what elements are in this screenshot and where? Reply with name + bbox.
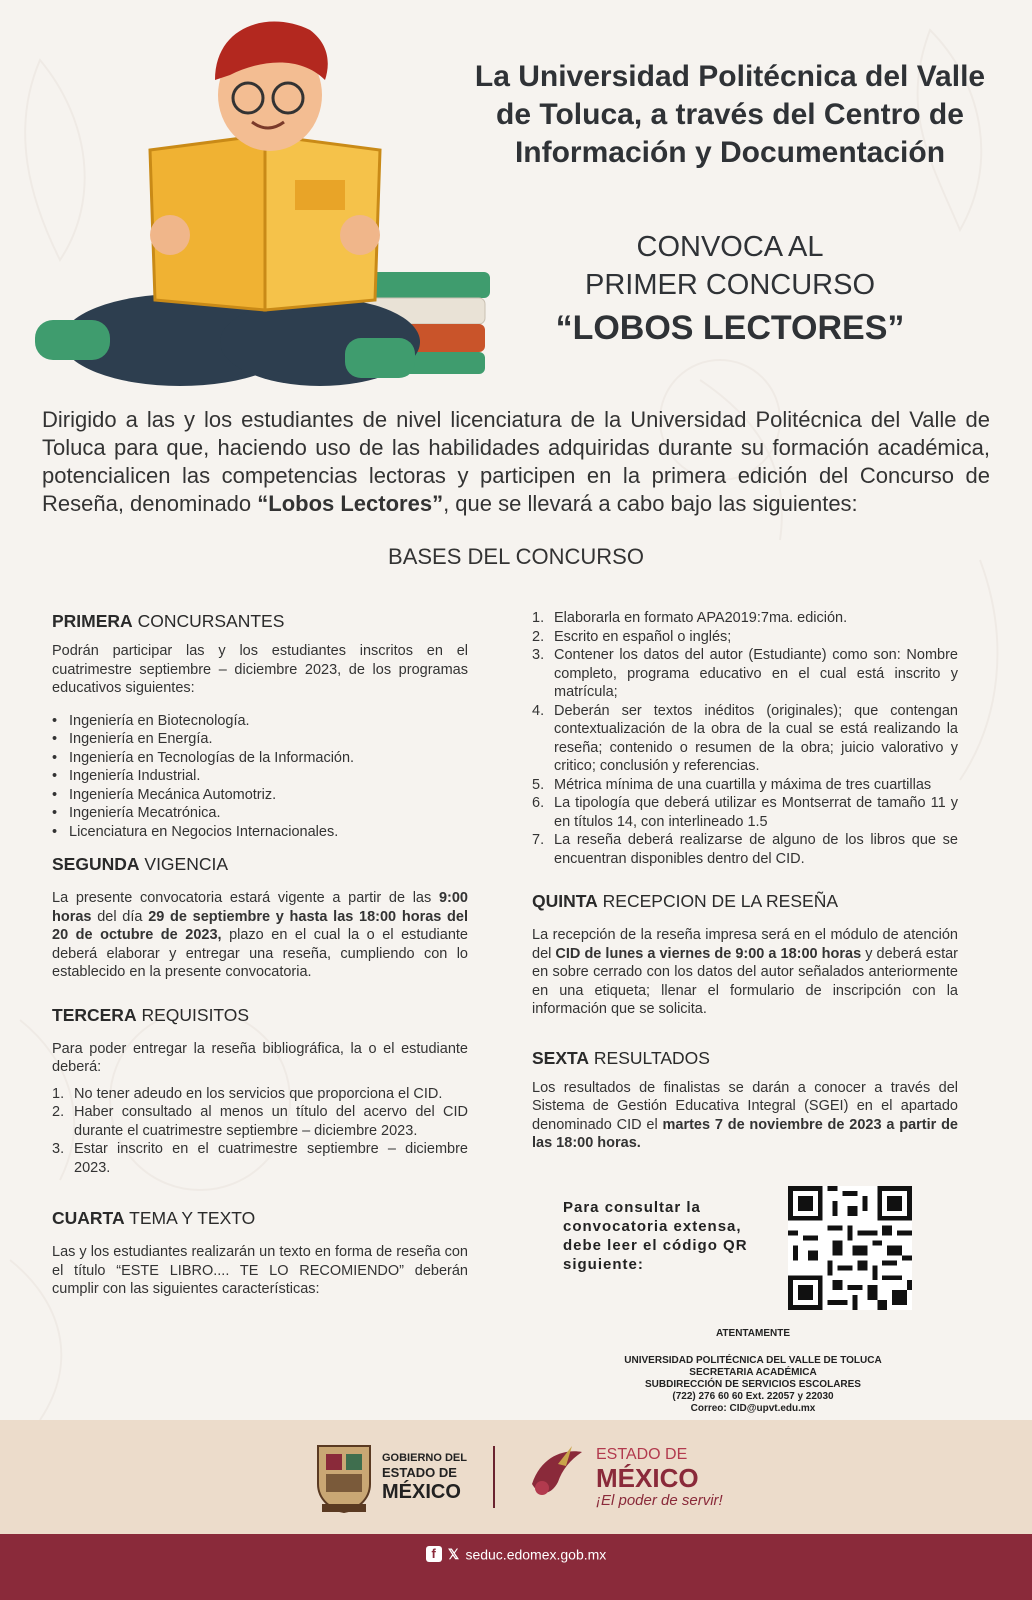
section-title: TEMA Y TEXTO (129, 1208, 256, 1228)
contest-name: “LOBOS LECTORES” (555, 309, 905, 347)
item-text: Haber consultado al menos un título del acervo del CID durante el cuatrimestre septiembre – diciembre 2023. (74, 1104, 468, 1139)
gob-line-3: MÉXICO (382, 1481, 461, 1503)
signature-line[interactable]: Correo: CID@upvt.edu.mx (690, 1403, 816, 1414)
list-item (52, 1085, 468, 1104)
section-ordinal: SEGUNDA (52, 854, 140, 874)
item-number: 6. (532, 795, 545, 811)
item-text: La reseña deberá realizarse de alguno de los libros que se encuentran disponibles dentro del CID. (554, 832, 958, 867)
section-segunda-heading (52, 853, 468, 875)
section-title: VIGENCIA (144, 854, 229, 874)
section-title: CONCURSANTES (137, 611, 285, 631)
item-number: 3. (532, 647, 545, 663)
item-text: No tener adeudo en los servicios que proporciona el CID. (74, 1085, 443, 1102)
convoca-line-2: PRIMER CONCURSO (584, 269, 875, 301)
section-title: RECEPCION DE LA RESEÑA (602, 891, 839, 911)
text-span: La presente convocatoria estará vigente a partir de las (52, 890, 439, 906)
list-item (532, 646, 958, 702)
text-span: La recepción de la reseña impresa será en el módulo de atención del (532, 927, 958, 962)
item-number: 2. (52, 1104, 65, 1120)
bases-title: BASES DEL CONCURSO (388, 544, 644, 569)
item-number: 4. (532, 702, 545, 719)
section-sexta-heading (532, 1047, 958, 1069)
text-span: plazo en el cual la o el estudiante deberá elaborar y entregar una reseña, cumpliendo con lo establecido en la presente convocatoria. (52, 927, 468, 980)
section-ordinal: PRIMERA (52, 611, 133, 631)
section-title: RESULTADOS (593, 1047, 710, 1068)
item-number: 7. (532, 832, 545, 848)
facebook-icon[interactable]: f (426, 1546, 442, 1562)
bottom-bar (0, 1534, 1032, 1600)
list-item (52, 1140, 468, 1177)
list-item: • Licenciatura en Negocios Internacionales. (52, 823, 468, 842)
atentamente-label: ATENTAMENTE (715, 1328, 791, 1339)
list-item: • Ingeniería en Energía. (52, 730, 468, 749)
list-item (532, 831, 958, 868)
signature-line: UNIVERSIDAD POLITÉCNICA DEL VALLE DE TOLUCA (624, 1355, 882, 1366)
list-item (532, 609, 958, 628)
left-column (52, 610, 468, 1299)
tercera-text: Para poder entregar la reseña bibliográfica, la o el estudiante deberá: (52, 1040, 468, 1075)
intro-text-before: Dirigido a las y los estudiantes de nivel licenciatura de la Universidad Politécnica del Valle de Toluca para que, haciendo uso de las habilidades adquiridas durante su formación académica, potencialicen las competencias lectoras y participen en la primera edición del Concurso de Reseña, denominado (42, 407, 990, 516)
bold-span: CID de lunes a viernes de 9:00 a 18:00 horas (555, 945, 862, 962)
qr-code[interactable] (788, 1186, 912, 1310)
bold-span: 9:00 horas (52, 890, 468, 925)
signature-line: SECRETARIA ACADÉMICA (689, 1367, 817, 1378)
bold-span: 29 de septiembre y hasta las 18:00 horas del 20 de octubre de 2023, (52, 908, 469, 943)
section-title: REQUISITOS (141, 1004, 250, 1025)
item-text: Estar inscrito en el cuatrimestre septiembre – diciembre 2023. (74, 1141, 468, 1176)
page-title: La Universidad Politécnica del Valle de Toluca, a través del Centro de Información y Documentación (474, 60, 986, 169)
list-item: • Ingeniería en Biotecnología. (52, 712, 468, 731)
item-number: 5. (532, 776, 545, 793)
coat-of-arms-icon (312, 1440, 376, 1514)
convoca-line-1: CONVOCA AL (636, 231, 824, 263)
item-text: Deberán ser textos inéditos (originales); que contengan contextualización de la obra de la cual se está realizando la reseña; contenido o resumen de la obra; juicio valorativo y critico; conclusión y referencias. (554, 702, 958, 774)
bold-span: martes 7 de noviembre de 2023 a partir de las 18:00 horas. (532, 1116, 958, 1151)
section-ordinal: TERCERA (52, 1004, 137, 1025)
signature-line: (722) 276 60 60 Ext. 22057 y 22030 (672, 1391, 834, 1402)
gobierno-wordmark (382, 1452, 467, 1503)
x-icon[interactable]: 𝕏 (447, 1545, 460, 1562)
item-number: 2. (532, 628, 545, 645)
segunda-text (52, 889, 468, 982)
item-number: 3. (52, 1141, 65, 1157)
sexta-text (532, 1079, 958, 1153)
edo-slogan: ¡El poder de servir! (596, 1492, 723, 1509)
section-ordinal: QUINTA (532, 891, 598, 911)
quinta-text (532, 926, 958, 1019)
primera-text: Podrán participar las y los estudiantes inscritos en el cuatrimestre septiembre – diciembre 2023, de los programas educativos siguientes: (52, 643, 468, 696)
website-row (0, 1545, 1032, 1563)
list-item (532, 628, 958, 647)
list-item (532, 776, 958, 795)
item-text: Métrica mínima de una cuartilla y máxima de tres cuartillas (554, 776, 932, 793)
reader-illustration (30, 10, 500, 405)
edo-line-1: ESTADO DE (596, 1446, 688, 1463)
text-span: y deberá estar en sobre cerrado con los datos del autor señalados anteriormente en una etiqueta; llenar el formulario de inscripción con la información que se solicita. (532, 945, 958, 1017)
list-item: • Ingeniería en Tecnologías de la Información. (52, 749, 468, 768)
list-item (532, 702, 958, 776)
item-text: Elaborarla en formato APA2019:7ma. edición. (554, 610, 848, 626)
requirements-list (52, 1085, 468, 1178)
list-item: • Ingeniería Mecánica Automotriz. (52, 786, 468, 805)
gob-line-2: ESTADO DE (382, 1465, 457, 1480)
estado-de-mexico-logo (596, 1446, 736, 1510)
signature-line: SUBDIRECCIÓN DE SERVICIOS ESCOLARES (645, 1379, 861, 1390)
cuarta-text: Las y los estudiantes realizarán un texto en forma de reseña con el título “ESTE LIBRO.... TE LO RECOMIENDO” deberán cumplir con las siguientes características: (52, 1244, 468, 1297)
section-cuarta-heading (52, 1207, 468, 1229)
section-quinta-heading (532, 890, 958, 912)
section-ordinal: CUARTA (52, 1208, 125, 1228)
list-item (532, 794, 958, 831)
text-span: Los resultados de finalistas se darán a conocer a través del Sistema de Gestión Educativa Integral (SGEI) en el apartado denominado CID el (532, 1079, 958, 1133)
intro-contest-name: “Lobos Lectores” (257, 491, 444, 516)
item-number: 1. (52, 1085, 65, 1102)
qr-instructions: Para consultar la convocatoria extensa, debe leer el código QR siguiente: (563, 1199, 748, 1273)
intro-paragraph (42, 406, 990, 518)
programs-list (52, 712, 468, 842)
list-item: • Ingeniería Mecatrónica. (52, 804, 468, 823)
item-number: 1. (532, 610, 545, 626)
list-item: • Ingeniería Industrial. (52, 767, 468, 786)
edo-line-2: MÉXICO (596, 1463, 699, 1493)
section-primera-heading (52, 610, 468, 632)
section-ordinal: SEXTA (532, 1047, 590, 1068)
convoca-heading (470, 228, 990, 304)
hummingbird-logo-icon (522, 1444, 592, 1504)
gob-line-1: GOBIERNO DEL (382, 1452, 467, 1464)
item-text: Escrito en español o inglés; (554, 628, 732, 645)
characteristics-list (532, 609, 958, 868)
list-item (52, 1103, 468, 1140)
section-tercera-heading (52, 1004, 468, 1026)
right-column (532, 609, 958, 1153)
intro-text-after: , que se llevará a cabo bajo las siguientes: (443, 491, 858, 516)
website-link[interactable]: seduc.edomex.gob.mx (465, 1546, 607, 1563)
item-text: La tipología que deberá utilizar es Montserrat de tamaño 11 y en títulos 14, con interlineado 1.5 (554, 795, 958, 830)
item-text: Contener los datos del autor (Estudiante) como son: Nombre completo, programa educativo en el cual está inscrito y matrícula; (554, 647, 958, 700)
footer-divider (493, 1446, 495, 1508)
signature-block (560, 1328, 946, 1415)
text-span: del día (91, 908, 149, 925)
footer-band (0, 1420, 1032, 1534)
